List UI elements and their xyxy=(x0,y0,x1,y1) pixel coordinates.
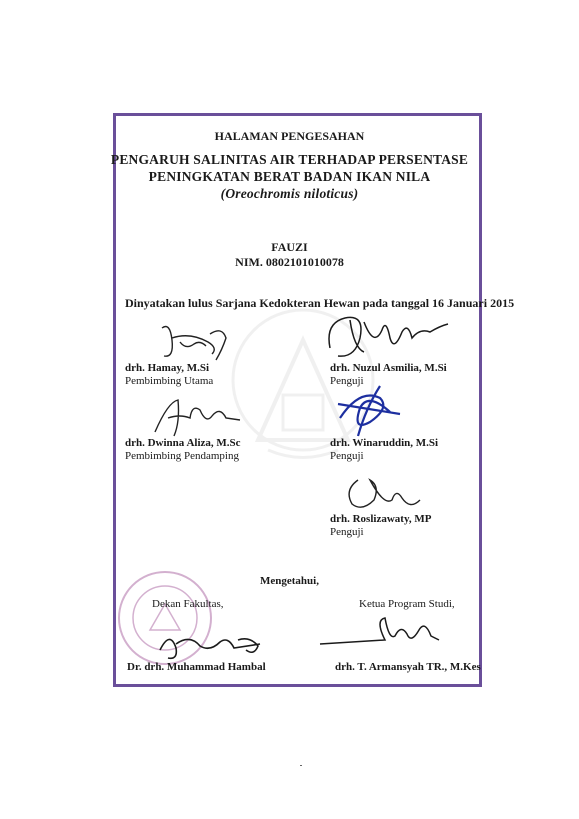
program-head-name: drh. T. Armansyah TR., M.Kes xyxy=(335,661,481,673)
signatory-name: drh. Winaruddin, M.Si xyxy=(330,437,439,449)
author-nim: NIM. 0802101010078 xyxy=(235,255,344,269)
thesis-title-line-2: PENINGKATAN BERAT BADAN IKAN NILA xyxy=(148,169,431,184)
signatory-name: drh. Hamay, M.Si xyxy=(125,362,210,374)
page-mark xyxy=(300,765,302,766)
thesis-title-line-3: (Oreochromis niloticus) xyxy=(220,186,359,201)
signatory-name: drh. Dwinna Aliza, M.Sc xyxy=(125,437,241,449)
thesis-title-line-1: PENGARUH SALINITAS AIR TERHADAP PERSENTASE xyxy=(110,152,469,167)
document-heading: HALAMAN PENGESAHAN xyxy=(214,129,365,143)
signatory-role: Penguji xyxy=(330,526,364,538)
dean-name: Dr. drh. Muhammad Hambal xyxy=(127,661,266,673)
dean-title: Dekan Fakultas, xyxy=(152,598,224,610)
signature-armansyah xyxy=(315,610,445,655)
signatory-role: Penguji xyxy=(330,450,364,462)
signatory-name: drh. Roslizawaty, MP xyxy=(330,513,432,525)
signatory-role: Pembimbing Pendamping xyxy=(125,450,239,462)
signatory-name: drh. Nuzul Asmilia, M.Si xyxy=(330,362,447,374)
author-name: FAUZI xyxy=(271,240,308,254)
approval-label: Mengetahui, xyxy=(260,575,319,587)
signature-winaruddin xyxy=(330,378,410,443)
signature-roslizawaty xyxy=(340,470,430,515)
signature-muhammad-hambal xyxy=(150,620,270,665)
signature-hamay xyxy=(150,320,240,365)
program-head-title: Ketua Program Studi, xyxy=(359,598,455,610)
signature-dwinna-aliza xyxy=(150,392,245,442)
signatory-role: Penguji xyxy=(330,375,364,387)
graduation-statement: Dinyatakan lulus Sarjana Kedokteran Hewan pada tanggal 16 Januari 2015 xyxy=(125,296,515,310)
signature-nuzul-asmilia xyxy=(320,308,460,368)
signatory-role: Pembimbing Utama xyxy=(125,375,214,387)
